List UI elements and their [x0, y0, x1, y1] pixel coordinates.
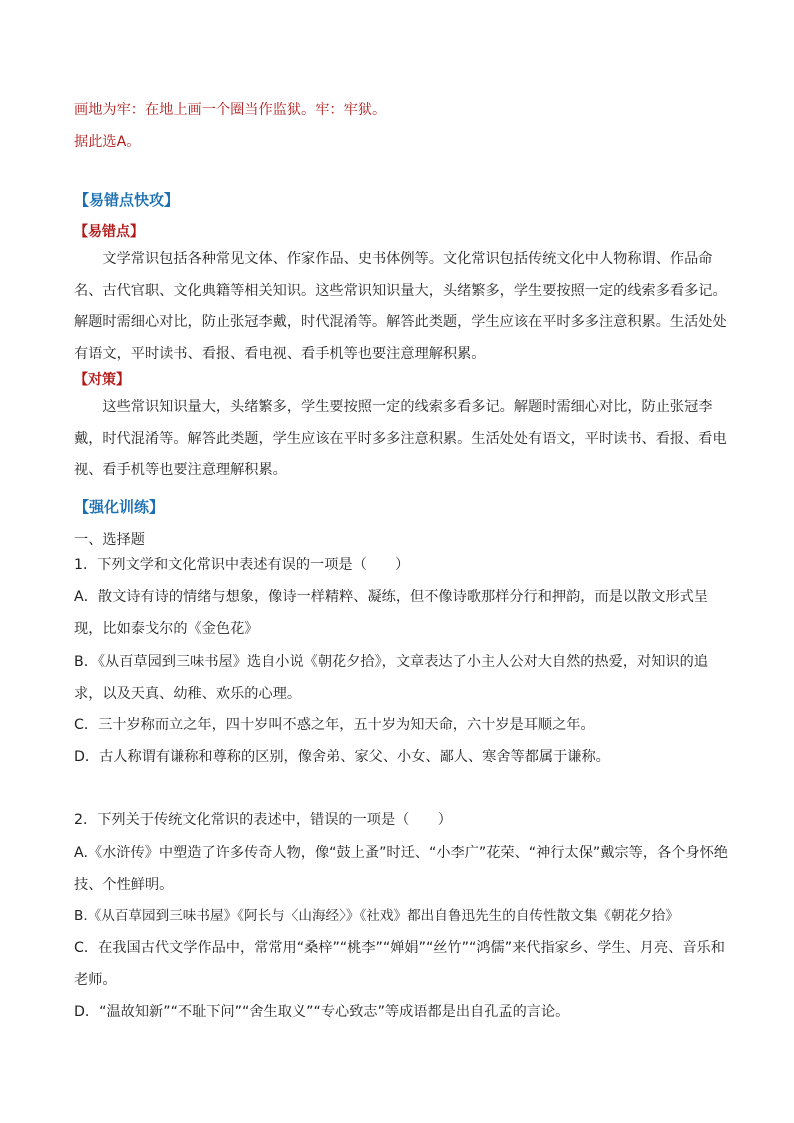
q1-option-c: C．三十岁称而立之年，四十岁叫不惑之年，五十岁为知天命，六十岁是耳顺之年。 [74, 717, 595, 733]
answer-explanation: 画地为牢：在地上画一个圈当作监狱。牢：牢狱。 [74, 102, 387, 118]
q1-option-b: B．《从百草园到三味书屋》选自小说《朝花夕拾》，文章表达了小主人公对大自然的热爱，对知识的追求，以及天真、幼稚、欢乐的心理。 [74, 654, 708, 702]
q2-option-a: A.《水浒传》中塑造了许多传奇人物，像“鼓上蚤”时迁、“小李广”花荣、“神行太保”戴宗等，各个身怀绝技、个性鲜明。 [74, 845, 728, 893]
q1-option-d: D．古人称谓有谦称和尊称的区别，像舍弟、家父、小女、鄙人、寒舍等都属于谦称。 [74, 749, 610, 765]
q2-stem: 2．下列关于传统文化常识的表述中，错误的一项是（ ） [74, 812, 452, 828]
q2-option-b: B.《从百草园到三味书屋》《阿长与〈山海经〉》《社戏》都出自鲁迅先生的自传性散文集《朝花夕拾》 [74, 908, 679, 924]
q2-option-d: D．“温故知新”“不耻下问”“舍生取义”“专心致志”等成语都是出自孔孟的言论。 [74, 1004, 570, 1020]
strategy-label: 【对策】 [74, 372, 130, 388]
q1-option-a: A．散文诗有诗的情绪与想象，像诗一样精粹、凝练，但不像诗歌那样分行和押韵，而是以散文形式呈现，比如泰戈尔的《金色花》 [74, 589, 708, 637]
answer-conclusion: 据此选A。 [74, 134, 141, 150]
training-title: 【强化训练】 [74, 498, 165, 516]
q1-stem: 1．下列文学和文化常识中表述有误的一项是（ ） [74, 557, 410, 573]
section-title: 一、选择题 [74, 532, 145, 548]
error-section-title: 【易错点快攻】 [74, 191, 180, 209]
error-point-text: 文学常识包括各种常见文体、作家作品、史书体例等。文化常识包括传统文化中人物称谓、作品命名、古代官职、文化典籍等相关知识。这些常识知识量大，头绪繁多，学生要按照一定的线索多看多记。解题时需细心对比，防止张冠李戴，时代混淆等。解答此类题，学生应该在平时多多注意积累。生活处处有语文，平时读书、看报、看电视、看手机等也要注意理解积累。 [74, 251, 727, 362]
error-point-label: 【易错点】 [74, 224, 144, 240]
q2-option-c: C．在我国古代文学作品中，常常用“桑梓”“桃李”“婵娟”“丝竹”“鸿儒”来代指家乡、学生、月亮、音乐和老师。 [74, 940, 725, 988]
strategy-text: 这些常识知识量大，头绪繁多，学生要按照一定的线索多看多记。解题时需细心对比，防止张冠李戴，时代混淆等。解答此类题，学生应该在平时多多注意积累。生活处处有语文，平时读书、看报、看电视、看手机等也要注意理解积累。 [74, 399, 727, 478]
